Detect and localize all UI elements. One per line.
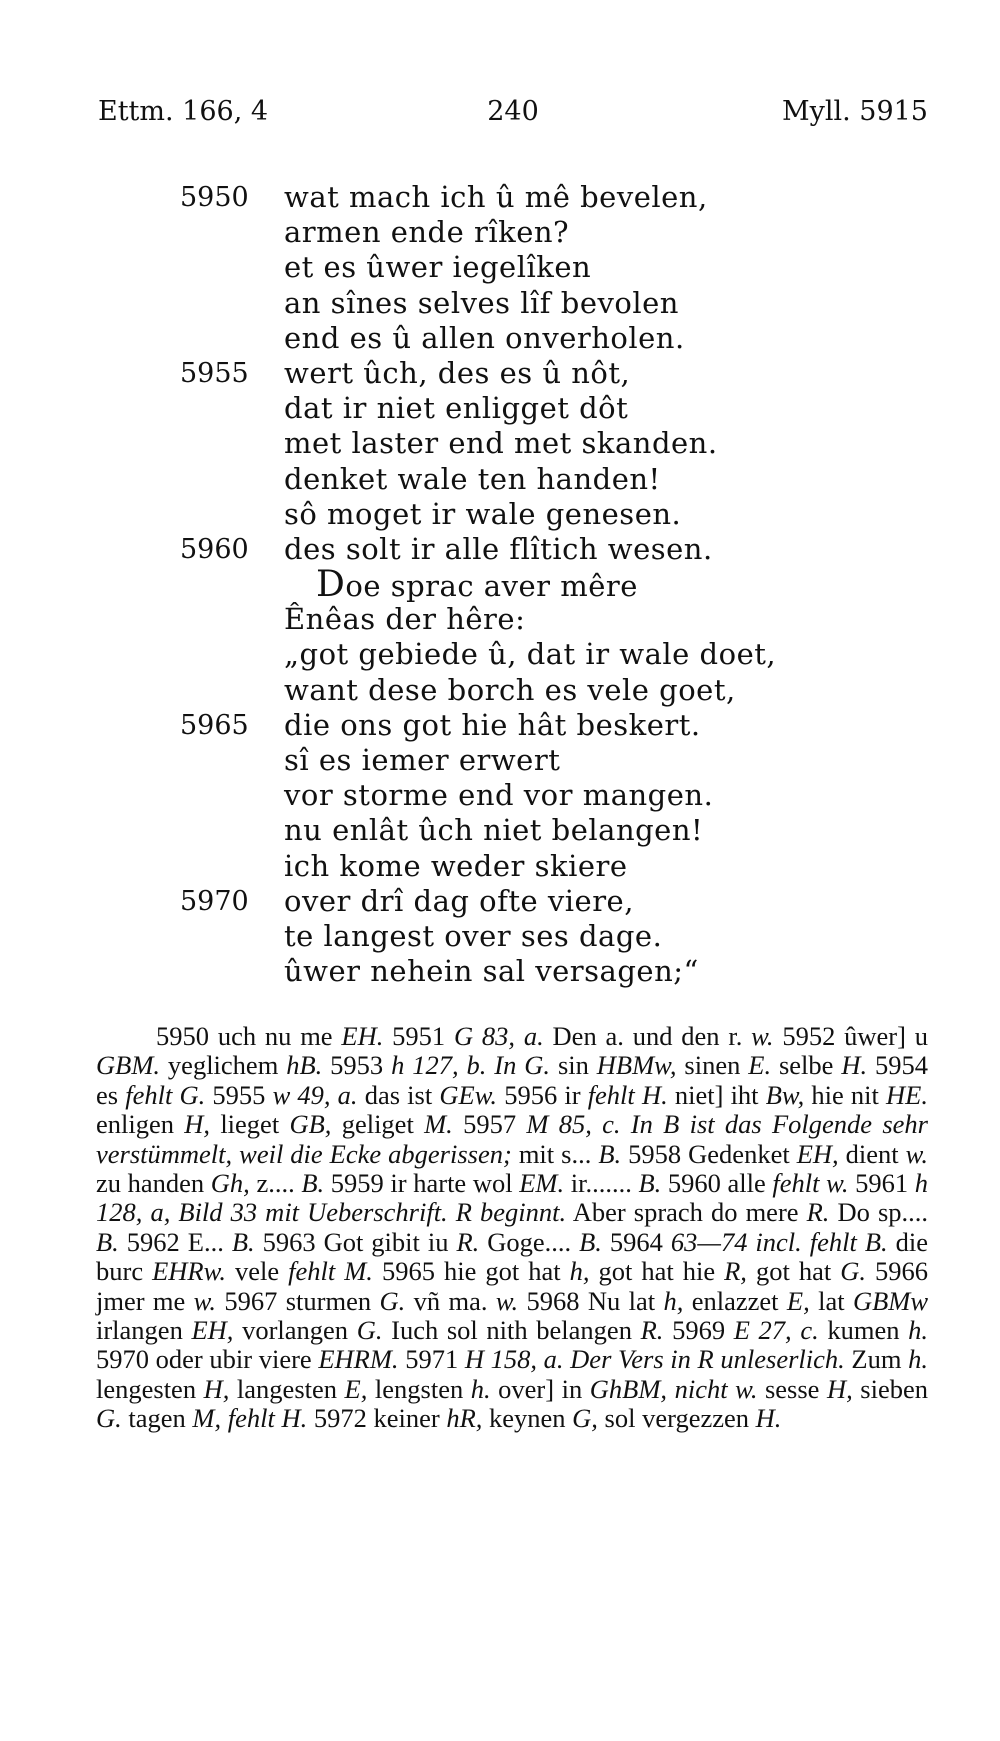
apparatus-siglum: B. bbox=[301, 1168, 325, 1199]
apparatus-siglum: w 49, a. bbox=[272, 1079, 358, 1110]
verse-text-line: sô moget ir wale genesen. bbox=[284, 496, 682, 531]
apparatus-text: 5956 ir bbox=[497, 1079, 588, 1110]
apparatus-siglum: M. bbox=[424, 1109, 453, 1140]
apparatus-text: sinen bbox=[676, 1050, 749, 1081]
verse-line bbox=[0, 286, 1000, 321]
apparatus-siglum: fehlt M. bbox=[288, 1256, 373, 1287]
verse-line bbox=[0, 180, 1000, 215]
apparatus-siglum: Gh, bbox=[210, 1168, 250, 1199]
verse-text-line: et es ûwer iegelîken bbox=[284, 250, 592, 285]
apparatus-text: lat bbox=[809, 1285, 853, 1316]
verse-line bbox=[0, 462, 1000, 497]
apparatus-text: 5952 ûwer] u bbox=[773, 1021, 928, 1051]
apparatus-text: 5967 sturmen bbox=[216, 1285, 380, 1316]
verse-line bbox=[0, 954, 1000, 989]
header-right-reference: Myll. 5915 bbox=[781, 96, 928, 127]
apparatus-text: keynen bbox=[482, 1403, 573, 1434]
apparatus-siglum: R. bbox=[640, 1315, 664, 1346]
apparatus-text: sol vergezzen bbox=[597, 1403, 756, 1434]
verse-text-line: ûwer nehein sal versagen;“ bbox=[284, 954, 699, 989]
verse-line bbox=[0, 356, 1000, 391]
apparatus-text: 5965 hie got hat bbox=[372, 1256, 570, 1287]
apparatus-text: zu handen bbox=[96, 1168, 211, 1199]
apparatus-siglum: H, bbox=[203, 1373, 230, 1404]
apparatus-text: 5961 bbox=[848, 1168, 915, 1199]
apparatus-text: Iuch sol nith belangen bbox=[382, 1315, 641, 1346]
verse-text-line bbox=[316, 564, 638, 606]
apparatus-siglum: GhBM, nicht w. bbox=[589, 1373, 758, 1404]
apparatus-text: z.... bbox=[249, 1168, 302, 1199]
apparatus-text: selbe bbox=[771, 1050, 842, 1081]
apparatus-siglum: EM. bbox=[519, 1168, 565, 1199]
apparatus-text: vele bbox=[225, 1256, 289, 1287]
apparatus-text: sin bbox=[550, 1050, 597, 1081]
verse-text-line: sî es iemer erwert bbox=[284, 743, 561, 777]
apparatus-siglum: EH, bbox=[796, 1138, 839, 1169]
apparatus-text: lengsten bbox=[367, 1373, 471, 1404]
apparatus-text: 5970 oder ubir viere bbox=[96, 1344, 319, 1375]
verse-text-rest: oe sprac aver mêre bbox=[345, 569, 638, 604]
verse-text-line: Ênêas der hêre: bbox=[284, 602, 526, 637]
verse-text-line: vor storme end vor mangen. bbox=[284, 778, 714, 813]
apparatus-siglum: G, bbox=[572, 1403, 598, 1434]
apparatus-siglum: M, fehlt H. bbox=[192, 1403, 308, 1434]
apparatus-siglum: H 158, a. Der Vers in R unleserlich. bbox=[464, 1344, 845, 1375]
apparatus-siglum: h, bbox=[663, 1285, 684, 1316]
apparatus-text: got hat bbox=[746, 1256, 841, 1287]
verse-line bbox=[0, 708, 1000, 743]
apparatus-text: 5971 bbox=[398, 1344, 465, 1375]
apparatus-siglum: h 128, a, Bild 33 mit Ueberschrift. R beginnt. bbox=[96, 1168, 928, 1228]
apparatus-siglum: h. bbox=[908, 1344, 928, 1375]
apparatus-siglum: B. bbox=[598, 1138, 622, 1169]
line-number: 5950 bbox=[180, 182, 249, 213]
apparatus-siglum: B. bbox=[231, 1226, 255, 1257]
verse-line bbox=[0, 743, 1000, 778]
apparatus-siglum: h, bbox=[569, 1256, 590, 1287]
apparatus-siglum: G. bbox=[840, 1256, 866, 1287]
verse-text bbox=[0, 180, 1000, 989]
verse-line bbox=[0, 637, 1000, 672]
apparatus-text: sieben bbox=[852, 1373, 928, 1404]
apparatus-text: 5950 uch nu me bbox=[156, 1021, 342, 1051]
verse-line bbox=[0, 426, 1000, 461]
apparatus-siglum: EH. bbox=[341, 1021, 384, 1051]
apparatus-text: 5957 bbox=[452, 1109, 527, 1140]
apparatus-text: 5953 bbox=[322, 1050, 392, 1081]
verse-text-line: wat mach ich û mê bevelen, bbox=[284, 180, 708, 214]
apparatus-siglum: B. bbox=[96, 1226, 119, 1257]
apparatus-siglum: hB. bbox=[286, 1050, 323, 1081]
apparatus-siglum: HE. bbox=[886, 1079, 928, 1110]
apparatus-siglum: G. bbox=[96, 1403, 122, 1434]
apparatus-text: 5954 es bbox=[96, 1050, 929, 1110]
apparatus-text: lengesten bbox=[96, 1373, 204, 1404]
apparatus-siglum: G. bbox=[356, 1315, 383, 1346]
verse-line bbox=[0, 919, 1000, 954]
apparatus-text: 5958 Gedenket bbox=[621, 1138, 797, 1169]
apparatus-siglum: w. bbox=[495, 1285, 519, 1316]
apparatus-siglum: E. bbox=[748, 1050, 772, 1081]
apparatus-text: 5969 bbox=[663, 1315, 734, 1346]
apparatus-siglum: E, bbox=[786, 1285, 810, 1316]
apparatus-siglum: EHRw. bbox=[152, 1256, 226, 1287]
apparatus-siglum: h. bbox=[470, 1373, 491, 1404]
verse-text-line: over drî dag ofte viere, bbox=[284, 883, 634, 918]
verse-line bbox=[0, 564, 1000, 606]
line-number: 5965 bbox=[180, 709, 249, 741]
verse-line bbox=[0, 532, 1000, 567]
apparatus-text: 5968 Nu lat bbox=[518, 1285, 664, 1316]
apparatus-siglum: h. bbox=[908, 1315, 929, 1346]
verse-text-line: ich kome weder skiere bbox=[284, 848, 628, 883]
verse-text-line: wert ûch, des es û nôt, bbox=[284, 355, 631, 390]
apparatus-siglum: GBMw bbox=[852, 1285, 929, 1316]
verse-line bbox=[0, 391, 1000, 426]
verse-text-line: „got gebiede û, dat ir wale doet, bbox=[284, 637, 777, 672]
apparatus-siglum: H. bbox=[841, 1050, 868, 1081]
verse-text-line: met laster end met skanden. bbox=[284, 426, 718, 461]
apparatus-siglum: R. bbox=[806, 1197, 830, 1228]
verse-line bbox=[0, 215, 1000, 250]
apparatus-text: sesse bbox=[757, 1373, 827, 1404]
apparatus-siglum: E, bbox=[344, 1373, 368, 1404]
apparatus-text: enlazzet bbox=[683, 1285, 787, 1316]
apparatus-siglum: EH, bbox=[191, 1315, 234, 1346]
verse-line bbox=[0, 321, 1000, 356]
verse-text-line: want dese borch es vele goet, bbox=[284, 672, 736, 707]
apparatus-text: 5962 E... bbox=[118, 1226, 232, 1257]
apparatus-text: Do sp.... bbox=[829, 1197, 929, 1228]
apparatus-siglum: H, bbox=[826, 1373, 853, 1404]
apparatus-text: niet] iht bbox=[667, 1079, 766, 1110]
apparatus-text: 5960 alle bbox=[661, 1168, 773, 1199]
apparatus-text: vñ ma. bbox=[405, 1285, 496, 1316]
apparatus-text: vorlangen bbox=[233, 1315, 357, 1346]
verse-line bbox=[0, 813, 1000, 848]
apparatus-text: kumen bbox=[818, 1315, 909, 1346]
apparatus-text: dient bbox=[838, 1138, 906, 1169]
apparatus-text: 5966 jmer me bbox=[96, 1256, 928, 1316]
apparatus-paragraph bbox=[96, 1022, 928, 1434]
apparatus-siglum: fehlt H. bbox=[587, 1079, 668, 1110]
apparatus-text: die burc bbox=[96, 1226, 929, 1287]
apparatus-text: das ist bbox=[357, 1079, 440, 1110]
apparatus-siglum: w. bbox=[905, 1138, 928, 1169]
apparatus-text: 5959 ir harte wol bbox=[324, 1168, 520, 1199]
verse-text-line: an sînes selves lîf bevolen bbox=[284, 285, 679, 320]
apparatus-text: langesten bbox=[229, 1373, 345, 1404]
apparatus-siglum: H. bbox=[755, 1403, 782, 1434]
verse-text-line: armen ende rîken? bbox=[284, 215, 570, 250]
apparatus-text: over] in bbox=[490, 1373, 590, 1404]
initial-letter: D bbox=[316, 564, 346, 606]
verse-line bbox=[0, 884, 1000, 919]
apparatus-siglum: 63—74 incl. fehlt B. bbox=[670, 1226, 888, 1257]
verse-line bbox=[0, 602, 1000, 637]
apparatus-text: irlangen bbox=[96, 1315, 192, 1346]
apparatus-siglum: GBM. bbox=[96, 1050, 161, 1081]
verse-line bbox=[0, 849, 1000, 884]
apparatus-text: Den a. und den r. bbox=[543, 1021, 752, 1051]
apparatus-siglum: h 127, b. In G. bbox=[391, 1050, 551, 1081]
apparatus-siglum: fehlt w. bbox=[772, 1168, 849, 1199]
apparatus-siglum: B. bbox=[579, 1226, 602, 1257]
apparatus-text: got hat hie bbox=[589, 1256, 725, 1287]
critical-apparatus bbox=[96, 1022, 928, 1434]
apparatus-text: 5963 Got gibit iu bbox=[254, 1226, 457, 1257]
apparatus-siglum: B. bbox=[638, 1168, 662, 1199]
apparatus-siglum: E 27, c. bbox=[733, 1315, 819, 1346]
apparatus-siglum: G. bbox=[379, 1285, 406, 1316]
apparatus-siglum: R, bbox=[724, 1256, 747, 1287]
header-left-reference: Ettm. 166, 4 bbox=[98, 96, 269, 127]
apparatus-text: yeglichem bbox=[160, 1050, 287, 1081]
apparatus-text: Aber sprach do mere bbox=[566, 1197, 807, 1228]
apparatus-siglum: EHRM. bbox=[318, 1344, 399, 1375]
apparatus-text: geliget bbox=[331, 1109, 425, 1140]
apparatus-text: Goge.... bbox=[479, 1226, 580, 1257]
verse-text-line: die ons got hie hât beskert. bbox=[284, 707, 701, 742]
apparatus-text: ir....... bbox=[564, 1168, 639, 1199]
verse-line bbox=[0, 778, 1000, 813]
apparatus-text: 5972 keiner bbox=[307, 1403, 447, 1434]
apparatus-siglum: hR, bbox=[446, 1403, 483, 1434]
apparatus-text: enligen bbox=[96, 1109, 185, 1140]
page-number: 240 bbox=[487, 96, 539, 127]
verse-text-line: end es û allen onverholen. bbox=[284, 320, 685, 355]
apparatus-siglum: w. bbox=[193, 1285, 217, 1316]
line-number: 5960 bbox=[180, 533, 249, 565]
verse-text-line: te langest over ses dage. bbox=[284, 918, 663, 953]
line-number: 5955 bbox=[180, 357, 249, 389]
apparatus-siglum: Bw, bbox=[765, 1079, 805, 1110]
page-header bbox=[98, 96, 928, 136]
apparatus-text: 5951 bbox=[383, 1021, 454, 1051]
verse-text-line: dat ir niet enligget dôt bbox=[284, 391, 629, 426]
apparatus-text: mit s... bbox=[511, 1138, 599, 1169]
apparatus-siglum: GEw. bbox=[439, 1079, 498, 1110]
apparatus-siglum: w. bbox=[751, 1021, 774, 1051]
apparatus-siglum: M 85, c. In B ist das Folgende sehr verstümmelt, weil die Ecke abgerissen; bbox=[96, 1109, 928, 1169]
line-number: 5970 bbox=[180, 885, 249, 917]
apparatus-siglum: GB, bbox=[289, 1109, 332, 1140]
apparatus-text: lieget bbox=[210, 1109, 290, 1140]
apparatus-siglum: fehlt G. bbox=[125, 1079, 206, 1110]
verse-text-line: des solt ir alle flîtich wesen. bbox=[284, 531, 713, 566]
apparatus-text: tagen bbox=[121, 1403, 193, 1434]
verse-line bbox=[0, 673, 1000, 708]
apparatus-siglum: G 83, a. bbox=[453, 1021, 544, 1051]
apparatus-text: hie nit bbox=[804, 1079, 887, 1110]
verse-text-line: denket wale ten handen! bbox=[284, 461, 661, 496]
apparatus-siglum: H, bbox=[184, 1109, 211, 1140]
apparatus-text: 5964 bbox=[601, 1226, 671, 1257]
verse-line bbox=[0, 250, 1000, 285]
verse-text-line: nu enlât ûch niet belangen! bbox=[284, 813, 704, 848]
apparatus-siglum: HBMw, bbox=[596, 1050, 677, 1081]
apparatus-text: 5955 bbox=[205, 1079, 273, 1110]
apparatus-text: Zum bbox=[844, 1344, 909, 1375]
verse-line bbox=[0, 497, 1000, 532]
apparatus-siglum: R. bbox=[456, 1226, 480, 1257]
